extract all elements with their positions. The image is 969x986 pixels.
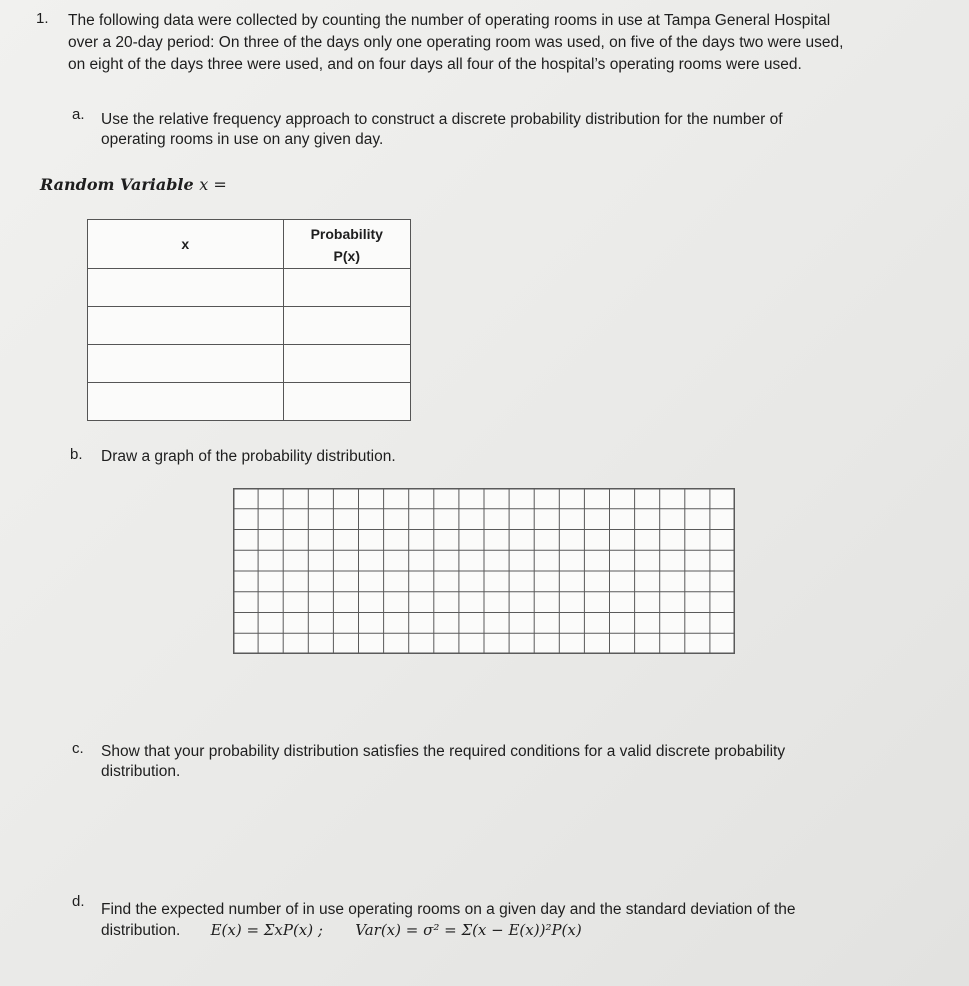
question-number: 1. xyxy=(36,10,49,27)
table-header-row xyxy=(88,220,411,269)
table-row xyxy=(88,307,411,345)
part-a-text xyxy=(101,110,891,150)
part-d-label: d. xyxy=(72,893,85,910)
question-line-3: on eight of the days three were used, and on four days all four of the hospital’s operating rooms were used. xyxy=(68,56,802,73)
header-probability-line-2: P(x) xyxy=(333,248,360,264)
random-variable-expression: x = xyxy=(199,175,227,194)
cell-x-1[interactable] xyxy=(88,269,284,307)
random-variable-label: Random Variable xyxy=(40,175,194,194)
header-probability xyxy=(283,220,410,269)
part-c-line-1: Show that your probability distribution satisfies the required conditions for a valid discrete probability xyxy=(101,743,786,760)
part-a-line-1: Use the relative frequency approach to construct a discrete probability distribution for the number of xyxy=(101,111,783,128)
part-b-label: b. xyxy=(70,446,83,463)
cell-p-4[interactable] xyxy=(283,383,410,421)
part-a-label: a. xyxy=(72,106,85,123)
question-line-2: over a 20-day period: On three of the days only one operating room was used, on five of the days two were used, xyxy=(68,34,844,51)
part-c-line-2: distribution. xyxy=(101,763,181,780)
part-d-line-1: Find the expected number of in use operating rooms on a given day and the standard deviation of the xyxy=(101,901,796,918)
part-c-label: c. xyxy=(72,740,84,757)
part-b-text: Draw a graph of the probability distribution. xyxy=(101,448,396,465)
table-row xyxy=(88,269,411,307)
table-row xyxy=(88,345,411,383)
part-a-line-2: operating rooms in use on any given day. xyxy=(101,131,384,148)
cell-p-3[interactable] xyxy=(283,345,410,383)
cell-x-4[interactable] xyxy=(88,383,284,421)
random-variable-heading xyxy=(40,175,227,194)
cell-x-2[interactable] xyxy=(88,307,284,345)
variance-formula: Var(x) = σ² = Σ(x − E(x))²P(x) xyxy=(355,921,582,939)
question-text xyxy=(68,10,938,76)
graph-grid xyxy=(233,488,735,654)
probability-table xyxy=(87,219,411,421)
cell-p-2[interactable] xyxy=(283,307,410,345)
question-line-1: The following data were collected by counting the number of operating rooms in use at Tampa General Hospital xyxy=(68,12,831,29)
part-d-line-2 xyxy=(101,920,901,941)
cell-x-3[interactable] xyxy=(88,345,284,383)
expectation-formula: E(x) = ΣxP(x) ; xyxy=(210,921,323,939)
table-row xyxy=(88,383,411,421)
header-x: x xyxy=(88,220,284,269)
header-probability-line-1: Probability xyxy=(310,226,383,242)
cell-p-1[interactable] xyxy=(283,269,410,307)
part-c-text xyxy=(101,742,891,782)
part-d-text xyxy=(101,900,901,941)
part-d-line-2-text: distribution. xyxy=(101,922,181,939)
